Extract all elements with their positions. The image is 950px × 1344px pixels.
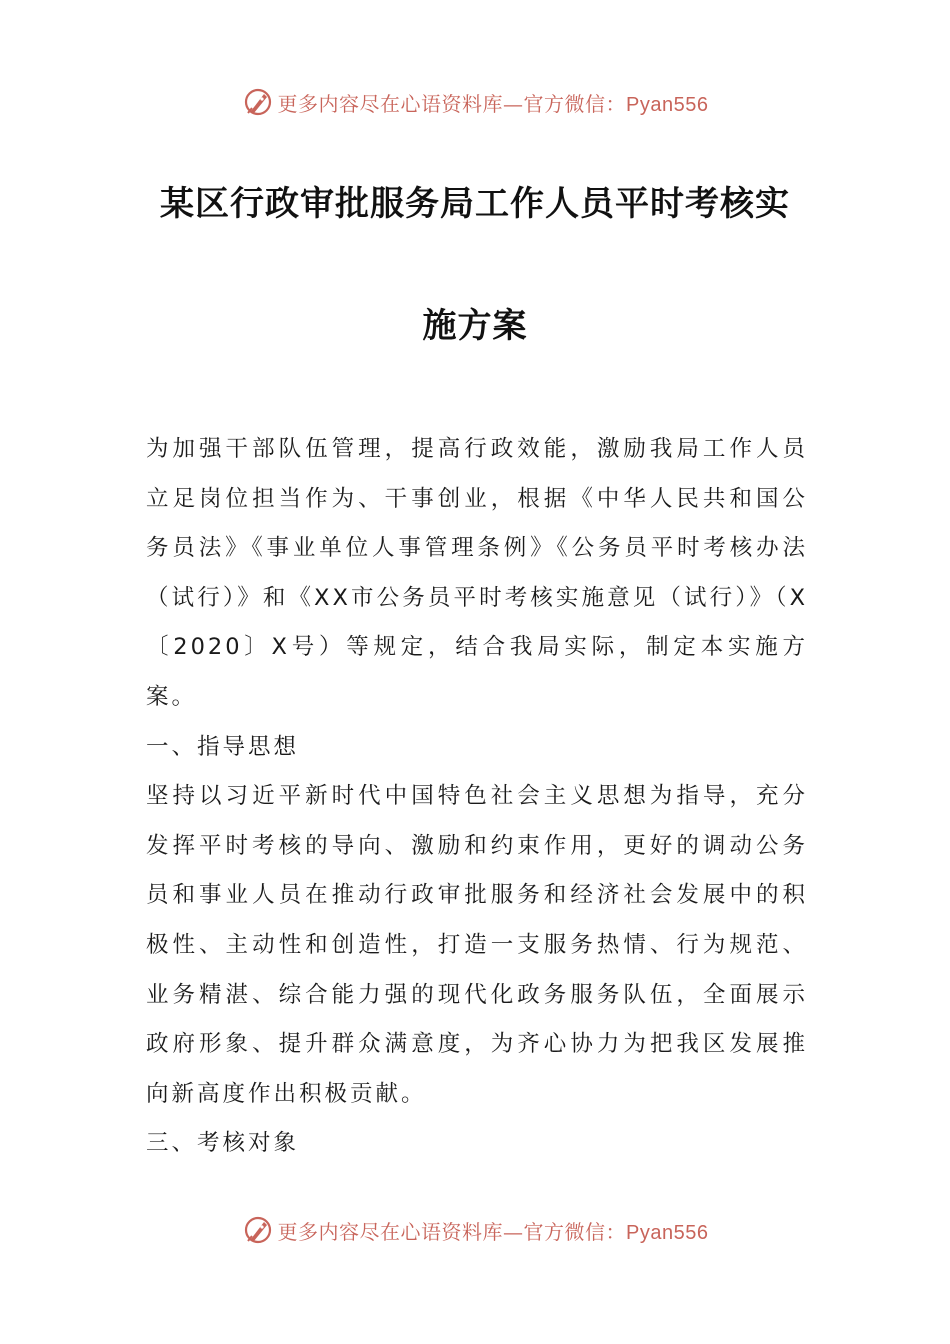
banner-text: 更多内容尽在心语资料库—官方微信：Pyan556 [277, 1219, 709, 1244]
wechat-id: Pyan556 [626, 1221, 709, 1244]
footer-watermark-banner [0, 1210, 950, 1250]
document-title-line-2: 施方案 [422, 306, 528, 346]
guiding-ideology-paragraph: 坚持以习近平新时代中国特色社会主义思想为指导，充分发挥平时考核的导向、激励和约束作用，更好的调动公务员和事业人员在推动行政审批服务和经济社会发展中的积极性、主动性和创造性，打造一支服务热情、行为规范、业务精湛、综合能力强的现代化政务服务队伍，全面展示政府形象、提升群众满意度，为齐心协力为把我区发展推向新高度作出积极贡献。 [146, 783, 808, 1107]
banner-text: 更多内容尽在心语资料库—官方微信：Pyan556 [277, 91, 709, 116]
section-heading-guiding-ideology: 一、指导思想 [146, 733, 300, 760]
pen-logo-icon [242, 1214, 274, 1246]
intro-paragraph: 为加强干部队伍管理，提高行政效能，激励我局工作人员立足岗位担当作为、干事创业，根据《中华人民共和国公务员法》《事业单位人事管理条例》《公务员平时考核办法（试行）》和《XX市公务员平时考核实施意见（试行）》（X〔2020〕X号）等规定，结合我局实际，制定本实施方案。 [146, 436, 808, 710]
document-title-line-1: 某区行政审批服务局工作人员平时考核实 [160, 184, 790, 224]
section-heading-assessment-targets: 三、考核对象 [146, 1130, 300, 1157]
wechat-id: Pyan556 [626, 93, 709, 116]
pen-logo-icon [242, 86, 274, 118]
document-body [146, 425, 808, 1169]
header-watermark-banner [0, 82, 950, 122]
